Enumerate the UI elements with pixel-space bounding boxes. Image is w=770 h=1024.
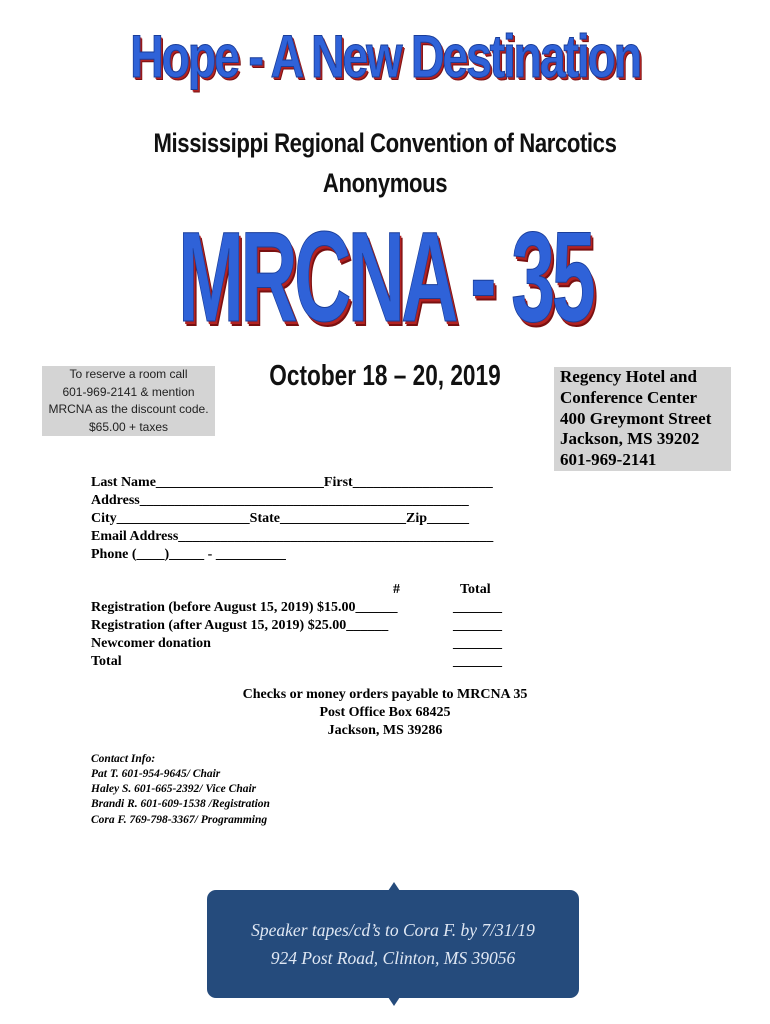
address-field[interactable]: Address_______________________________________________ [91,493,469,508]
hotel-line: Jackson, MS 39202 [560,429,700,449]
speaker-line-2: 924 Post Road, Clinton, MS 39056 [270,948,516,968]
event-name: MRCNA - 35 [177,206,593,349]
hotel-info-box [554,367,731,471]
contact-heading: Contact Info: [91,753,156,765]
subtitle-line-2: Anonymous [322,168,448,198]
contact-line: Brandi R. 601-609-1538 /Registration [91,798,270,810]
mailing-line: Checks or money orders payable to MRCNA 35 [242,687,528,702]
fee-total-blank[interactable]: _______ [453,636,502,651]
total-column-header: Total [460,582,491,597]
fee-label: Newcomer donation [91,636,211,651]
hotel-line: Conference Center [560,387,698,407]
speaker-line-1: Speaker tapes/cd’s to Cora F. by 7/31/19 [251,920,535,940]
hotel-line: 400 Greymont Street [560,408,712,428]
room-info-line: 601-969-2141 & mention [62,384,195,399]
count-column-header: # [393,582,400,597]
contact-line: Pat T. 601-954-9645/ Chair [91,768,221,780]
fee-total-blank[interactable]: _______ [453,618,502,633]
notch-top-shape [388,882,400,891]
room-info-line: $65.00 + taxes [88,419,169,434]
fee-label: Total [91,654,122,669]
hotel-line: 601-969-2141 [560,450,657,470]
mailing-line: Post Office Box 68425 [319,705,451,720]
event-dates: October 18 – 20, 2019 [269,360,501,392]
city-state-zip-field[interactable]: City___________________State__________________Zip______ [91,511,469,526]
email-field[interactable]: Email Address_____________________________________________ [91,529,494,544]
fee-label[interactable]: Registration (before August 15, 2019) $15.00______ [91,600,398,615]
phone-field[interactable]: Phone (____)_____ - __________ [91,547,286,562]
notch-bottom-shape [388,997,400,1006]
room-reservation-box [42,366,215,436]
speaker-tapes-box [207,890,579,998]
fee-total-blank[interactable]: _______ [453,600,502,615]
hotel-line: Regency Hotel and [560,367,697,386]
room-info-line: MRCNA as the discount code. [48,402,209,416]
flyer-title: Hope - A New Destination [130,23,640,90]
subtitle-line-1: Mississippi Regional Convention of Narcotics [153,128,617,158]
room-info-line: To reserve a room call [69,367,188,381]
fee-label[interactable]: Registration (after August 15, 2019) $25.00______ [91,618,389,633]
fee-total-blank[interactable]: _______ [453,654,502,669]
mailing-line: Jackson, MS 39286 [327,723,443,738]
last-name-first-field[interactable]: Last Name________________________First____________________ [91,475,493,490]
contact-line: Haley S. 601-665-2392/ Vice Chair [91,783,257,795]
contact-line: Cora F. 769-798-3367/ Programming [91,814,268,826]
